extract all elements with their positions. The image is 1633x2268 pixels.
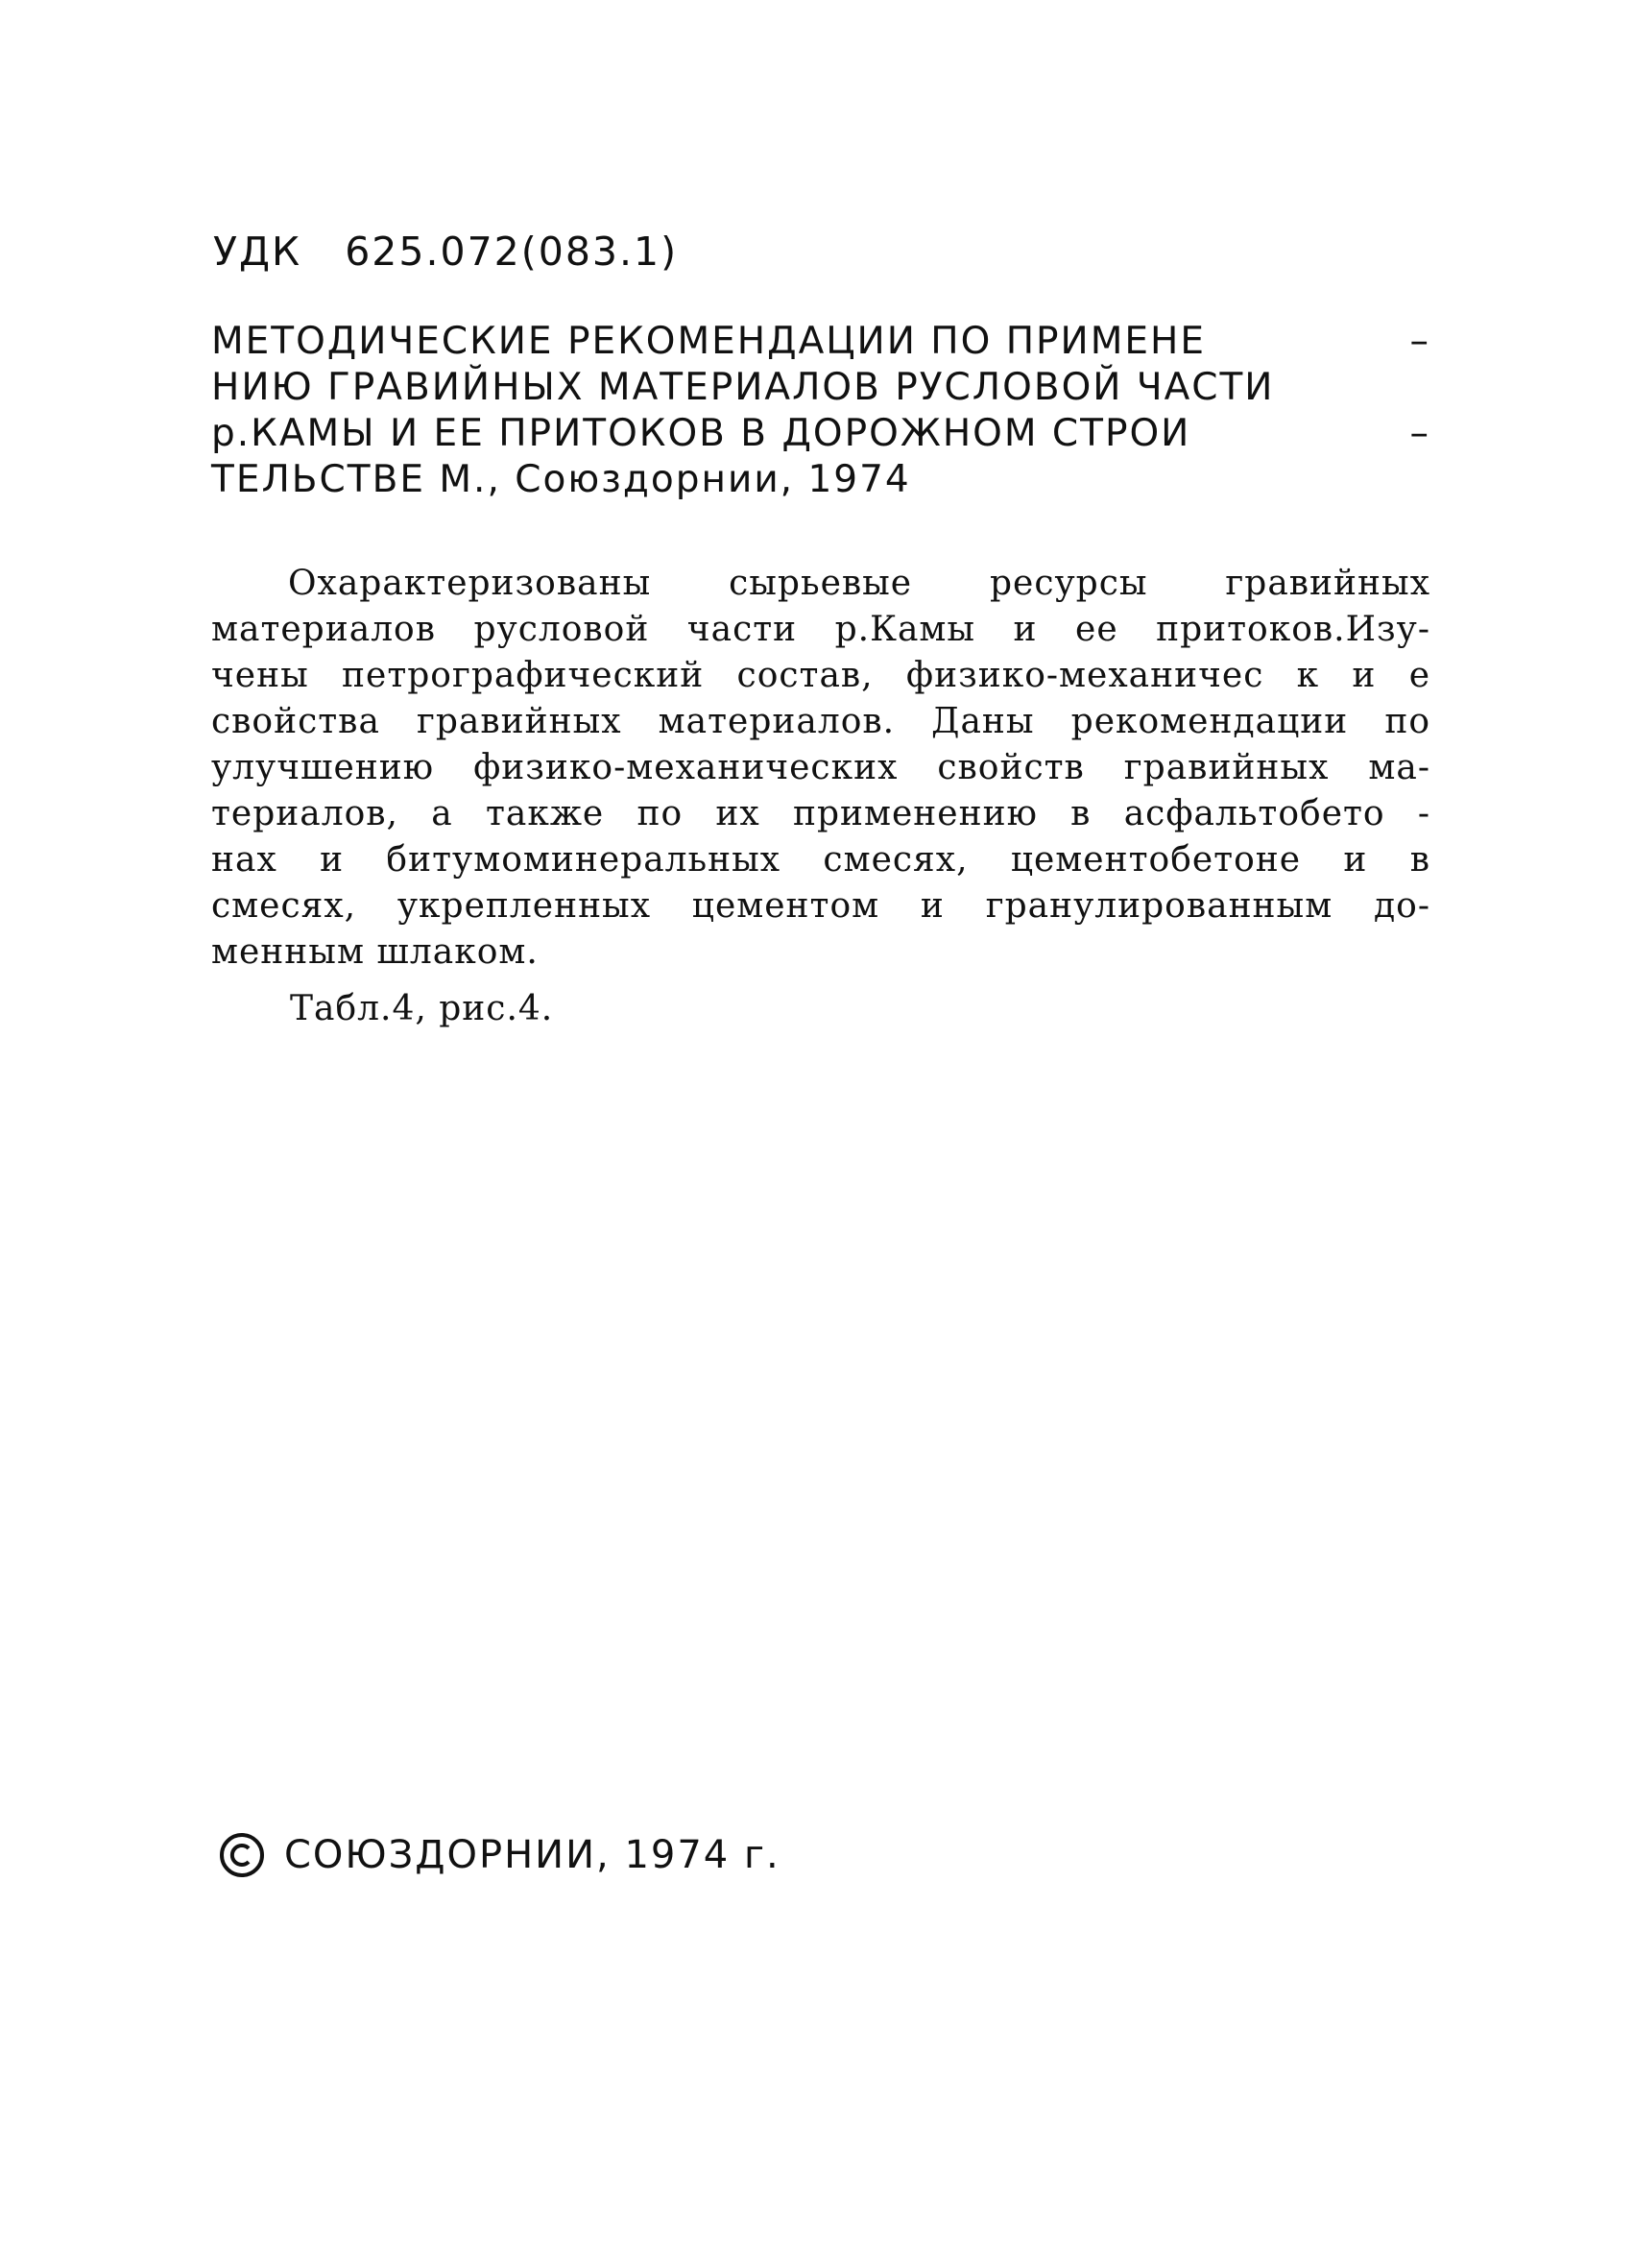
- copyright-icon: [219, 1832, 265, 1878]
- abstract-line: териалов, а также по их применению в асфальтобето -: [211, 794, 1430, 833]
- title-line-hyphen: –: [1409, 412, 1430, 455]
- title-line: [211, 457, 1430, 503]
- abstract: [211, 561, 1430, 976]
- bibliographic-title: [211, 319, 1430, 503]
- copyright-text: СОЮЗДОРНИИ, 1974 г.: [284, 1833, 780, 1877]
- title-line: [211, 319, 1430, 365]
- abstract-line: нах и битумоминеральных смесях, цементобетоне и в: [211, 840, 1430, 880]
- tables-figures-count: Табл.4, рис.4.: [290, 989, 554, 1028]
- title-line-text: р.КАМЫ И ЕЕ ПРИТОКОВ В ДОРОЖНОМ СТРОИ: [211, 412, 1191, 455]
- abstract-line: улучшению физико-механических свойств гравийных ма-: [211, 748, 1430, 787]
- title-line-text: МЕТОДИЧЕСКИЕ РЕКОМЕНДАЦИИ ПО ПРИМЕНЕ: [211, 320, 1206, 363]
- title-line-hyphen: –: [1409, 320, 1430, 363]
- abstract-line: свойства гравийных материалов. Даны рекомендации по: [211, 702, 1430, 741]
- title-line: [211, 411, 1430, 457]
- title-line-text: НИЮ ГРАВИЙНЫХ МАТЕРИАЛОВ РУСЛОВОЙ ЧАСТИ: [211, 366, 1275, 409]
- abstract-line: чены петрографический состав, физико-механичес к и е: [211, 656, 1430, 695]
- abstract-line: менным шлаком.: [211, 932, 539, 972]
- copyright-notice: [219, 1832, 780, 1878]
- abstract-line: материалов русловой части р.Камы и ее притоков.Изу-: [211, 610, 1430, 649]
- abstract-line: Охарактеризованы сырьевые ресурсы гравийных: [288, 564, 1430, 603]
- abstract-line: смесях, укрепленных цементом и гранулированным до-: [211, 886, 1430, 926]
- title-line-text: ТЕЛЬСТВЕ М., Союздорнии, 1974: [211, 458, 911, 501]
- title-line: [211, 365, 1430, 411]
- udk-code: УДК 625.072(083.1): [213, 229, 679, 275]
